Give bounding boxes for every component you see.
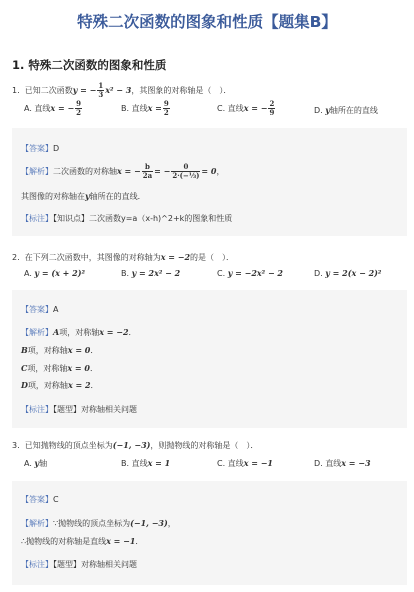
- option-d[interactable]: D. y轴所在的直线: [314, 105, 378, 115]
- analysis-line-2: ∴抛物线的对称轴是直线x = −1．: [21, 536, 144, 546]
- answer-line: 【答案】A: [21, 305, 59, 314]
- question-2-solution: [12, 290, 407, 428]
- question-2-stem: 2. 在下列二次函数中，其图像的对称轴为x = −2的是（ ）．: [12, 252, 235, 262]
- section-heading: 1. 特殊二次函数的图象和性质: [12, 58, 167, 72]
- analysis-line-b: B项，对称轴x = 0．: [21, 345, 99, 355]
- option-b[interactable]: B. y = 2x² − 2: [121, 268, 181, 278]
- note-line: 【标注】【题型】对称轴相关问题: [21, 560, 137, 569]
- stem-text: ，其图象的对称轴是（ ）．: [131, 86, 232, 95]
- option-b[interactable]: B. 直线x = $\frac{9}{2}$: [121, 99, 169, 117]
- answer-line: 【答案】D: [21, 144, 60, 153]
- analysis-line-c: C项，对称轴x = 0．: [21, 363, 98, 373]
- option-c[interactable]: C. 直线x = −1: [217, 458, 273, 468]
- option-c[interactable]: C. 直线x = − $\frac{2}{9}$: [217, 99, 275, 117]
- option-b[interactable]: B. 直线x = 1: [121, 458, 171, 468]
- stem-math: x² − 3: [105, 85, 132, 95]
- analysis-line-2: 其图像的对称轴在y轴所在的直线．: [21, 191, 146, 201]
- analysis-line: 【解析】∵抛物线的顶点坐标为(−1, −3)，: [21, 518, 176, 528]
- question-1-solution: [12, 128, 407, 236]
- question-number: 1.: [12, 86, 20, 95]
- option-a[interactable]: A. y轴: [24, 458, 48, 468]
- question-3-solution: [12, 481, 407, 585]
- option-d[interactable]: D. y = 2(x − 2)²: [314, 268, 382, 278]
- note-line: 【标注】【知识点】二次函数y=a（x-h)^2+k的图象和性质: [21, 214, 233, 223]
- option-a[interactable]: A. 直线x = − $\frac{9}{2}$: [24, 99, 82, 117]
- analysis-line: 【解析】二次函数的对称轴x = − $\frac{b}{2a}$ = − $\frac{0}{\text{2·(−⅓)}}$ = 0，: [21, 162, 225, 180]
- question-1-stem: [12, 82, 231, 99]
- stem-fraction: $\frac{1}{3}$: [98, 81, 104, 99]
- option-a[interactable]: A. y = (x + 2)²: [24, 268, 86, 278]
- question-3-stem: 3. 已知抛物线的顶点坐标为(−1, −3)，则抛物线的对称轴是（ ）．: [12, 440, 259, 450]
- option-d[interactable]: D. 直线x = −3: [314, 458, 371, 468]
- stem-text: 已知二次函数: [24, 86, 73, 95]
- option-c[interactable]: C. y = −2x² − 2: [217, 268, 283, 278]
- note-line: 【标注】【题型】对称轴相关问题: [21, 405, 137, 414]
- answer-line: 【答案】C: [21, 495, 59, 504]
- analysis-line-d: D项，对称轴x = 2．: [21, 380, 99, 390]
- stem-math: y = −: [72, 85, 97, 95]
- analysis-line: 【解析】A项，对称轴x = −2．: [21, 327, 137, 337]
- page-title: 特殊二次函数的图象和性质【题集B】: [77, 13, 337, 31]
